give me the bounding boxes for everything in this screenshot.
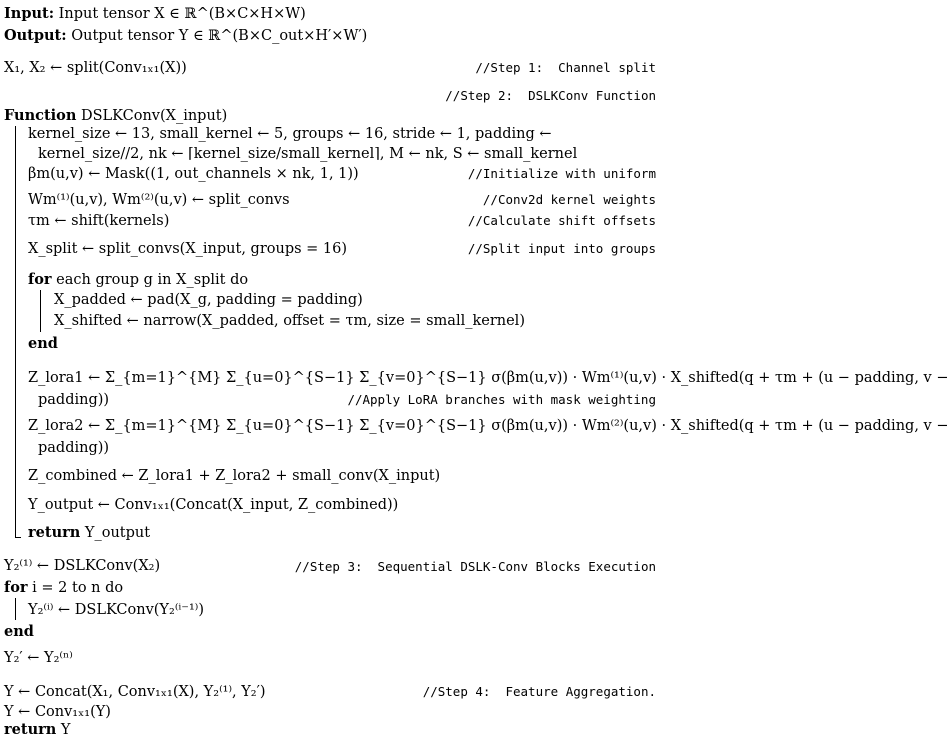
final-conv-line: Y ← Conv₁ₓ₁(Y): [4, 704, 111, 720]
shifted-line: X_shifted ← narrow(X_padded, offset = τm, size = small_kernel): [54, 313, 525, 329]
zlora2-line-1: Z_lora2 ← Σ_{m=1}^{M} Σ_{u=0}^{S−1} Σ_{v=0}^{S−1} σ(βm(u,v)) · Wm⁽²⁾(u,v) · X_shifted(q + τm + (u − padding, v −: [28, 418, 948, 434]
for-n-line: for i = 2 to n do: [4, 579, 124, 596]
beta-comment: //Initialize with uniform: [467, 166, 656, 181]
step1-comment: //Step 1: Channel split: [475, 60, 656, 75]
youtput-line: Y_output ← Conv₁ₓ₁(Concat(X_input, Z_combined)): [28, 497, 399, 513]
input-line: Input: Input tensor X ∈ ℝ^(B×C×H×W): [4, 5, 306, 22]
beta-line: βm(u,v) ← Mask((1, out_channels × nk, 1, 1)): [28, 166, 359, 182]
step2-comment: //Step 2: DSLKConv Function: [445, 88, 656, 103]
for-group-line: for each group g in X_split do: [28, 271, 249, 288]
y2i-line: Y₂⁽ⁱ⁾ ← DSLKConv(Y₂⁽ⁱ⁻¹⁾): [28, 602, 204, 618]
params-line-2: kernel_size//2, nk ← ⌈kernel_size/small_kernel⌉, M ← nk, S ← small_kernel: [38, 146, 578, 162]
xsplit-comment: //Split input into groups: [467, 241, 656, 256]
zlora1-comment: //Apply LoRA branches with mask weighting: [347, 392, 656, 407]
params-line-1: kernel_size ← 13, small_kernel ← 5, groups ← 16, stride ← 1, padding ←: [28, 126, 552, 142]
weights-line: Wm⁽¹⁾(u,v), Wm⁽²⁾(u,v) ← split_convs: [28, 192, 290, 208]
function-rule: [15, 126, 16, 538]
zlora1-line-1: Z_lora1 ← Σ_{m=1}^{M} Σ_{u=0}^{S−1} Σ_{v=0}^{S−1} σ(βm(u,v)) · Wm⁽¹⁾(u,v) · X_shifted(q + τm + (u − padding, v −: [28, 370, 948, 386]
weights-comment: //Conv2d kernel weights: [482, 192, 656, 207]
step4-comment: //Step 4: Feature Aggregation.: [422, 684, 656, 699]
zcombined-line: Z_combined ← Z_lora1 + Z_lora2 + small_conv(X_input): [28, 468, 441, 484]
y2-first-line: Y₂⁽¹⁾ ← DSLKConv(X₂): [4, 558, 161, 574]
return-youtput: return Y_output: [28, 524, 151, 541]
tau-comment: //Calculate shift offsets: [467, 213, 656, 228]
output-line: Output: Output tensor Y ∈ ℝ^(B×C_out×H′×W′): [4, 27, 368, 44]
function-header: Function DSLKConv(X_input): [4, 107, 228, 124]
end-for-group: end: [28, 335, 58, 352]
for-group-rule: [40, 290, 41, 332]
tau-line: τm ← shift(kernels): [28, 213, 170, 229]
end-for-n: end: [4, 623, 34, 640]
function-rule-end: [15, 537, 21, 538]
return-y: return Y: [4, 721, 71, 738]
concat-line: Y ← Concat(X₁, Conv₁ₓ₁(X), Y₂⁽¹⁾, Y₂′): [4, 684, 266, 700]
zlora2-line-2: padding)): [38, 440, 110, 456]
padded-line: X_padded ← pad(X_g, padding = padding): [54, 292, 363, 308]
split-line: X₁, X₂ ← split(Conv₁ₓ₁(X)): [4, 60, 187, 76]
xsplit-line: X_split ← split_convs(X_input, groups = 16): [28, 241, 348, 257]
step3-comment: //Step 3: Sequential DSLK-Conv Blocks Execution: [294, 559, 656, 574]
for-n-rule: [15, 598, 16, 620]
zlora1-line-2: padding)): [38, 392, 110, 408]
y2prime-line: Y₂′ ← Y₂⁽ⁿ⁾: [4, 650, 73, 666]
